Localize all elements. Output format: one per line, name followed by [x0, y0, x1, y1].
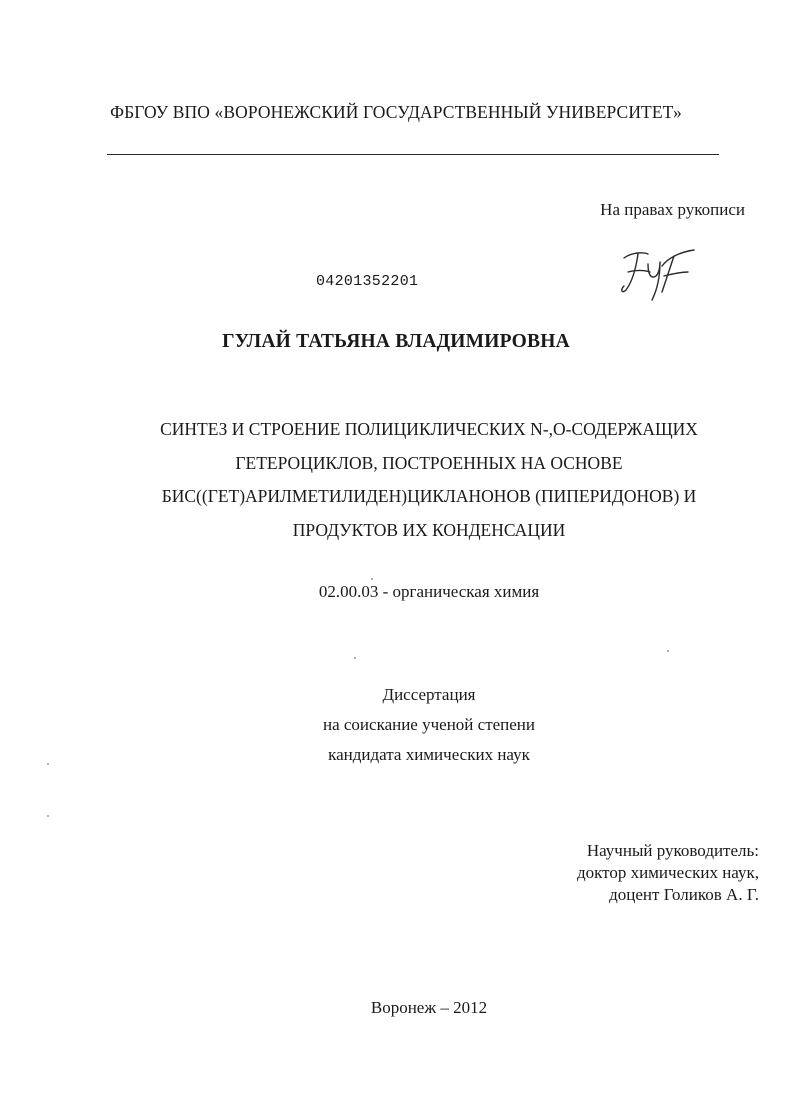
- title-line: ГЕТЕРОЦИКЛОВ, ПОСТРОЕННЫХ НА ОСНОВЕ: [235, 452, 623, 473]
- degree-line: кандидата химических наук: [328, 745, 530, 764]
- institution-header: ФБГОУ ВПО «ВОРОНЕЖСКИЙ ГОСУДАРСТВЕННЫЙ УНИВЕРСИТЕТ»: [110, 102, 682, 122]
- scan-speck: [667, 650, 669, 652]
- author-name: ГУЛАЙ ТАТЬЯНА ВЛАДИМИРОВНА: [222, 331, 570, 352]
- manuscript-rights-note: На правах рукописи: [600, 200, 745, 219]
- supervisor-line: Научный руководитель:: [586, 841, 759, 860]
- scan-speck: [354, 657, 356, 659]
- scan-speck: [47, 815, 49, 817]
- handwritten-signature: [618, 246, 698, 304]
- specialty-code: 02.00.03 - органическая химия: [318, 582, 540, 601]
- title-line: БИС((ГЕТ)АРИЛМЕТИЛИДЕН)ЦИКЛАНОНОВ (ПИПЕРИДОНОВ) И: [161, 486, 697, 506]
- dissertation-title: [0, 413, 792, 547]
- title-line: СИНТЕЗ И СТРОЕНИЕ ПОЛИЦИКЛИЧЕСКИХ N-,O-СОДЕРЖАЩИХ: [160, 419, 698, 439]
- scan-speck: [371, 578, 373, 580]
- scientific-supervisor: [577, 840, 759, 906]
- supervisor-line: доцент Голиков А. Г.: [609, 885, 759, 904]
- degree-line: Диссертация: [382, 685, 476, 704]
- supervisor-line: доктор химических наук,: [576, 863, 759, 882]
- header-divider: [107, 154, 719, 155]
- degree-line: на соискание ученой степени: [322, 715, 536, 734]
- scan-speck: [47, 763, 49, 765]
- title-line: ПРОДУКТОВ ИХ КОНДЕНСАЦИИ: [292, 519, 566, 540]
- degree-statement: [0, 680, 792, 770]
- inventory-number: 04201352201: [316, 273, 419, 290]
- city-year: Воронеж – 2012: [370, 998, 488, 1017]
